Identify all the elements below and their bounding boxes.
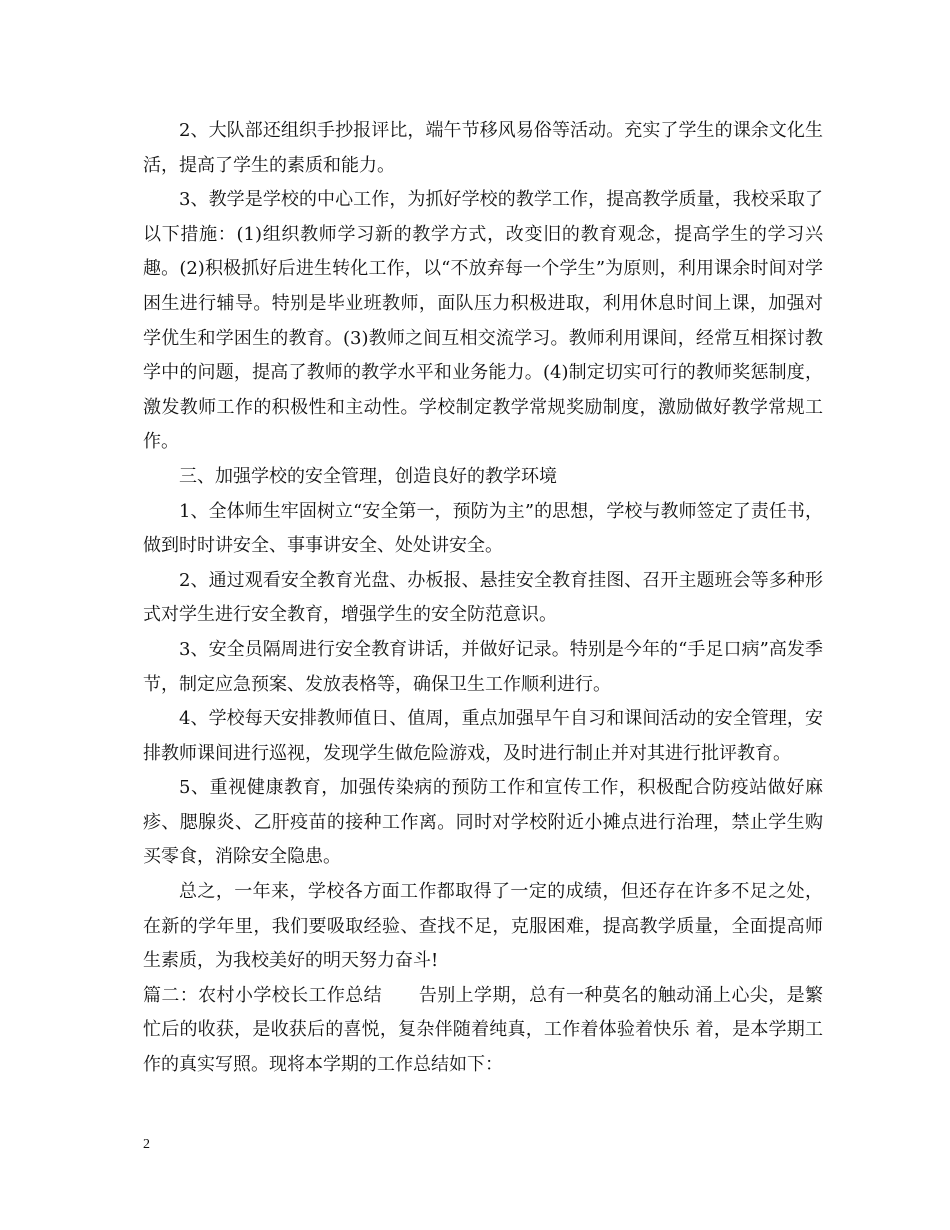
section-two-intro: 篇二：农村小学校长工作总结 告别上学期，总有一种莫名的触动涌上心尖，是繁忙后的收获，是收获后的喜悦，复杂伴随着纯真，工作着体验着快乐 着，是本学期工作的真实写照。现将本学期的工作总结如下： — [143, 984, 823, 1076]
paragraph-safety-4: 4、学校每天安排教师值日、值周，重点加强早午自习和课间活动的安全管理，安排教师课间进行巡视，发现学生做危险游戏，及时进行制止并对其进行批评教育。 — [143, 708, 823, 764]
paragraph-teaching-measures: 3、教学是学校的中心工作，为抓好学校的教学工作，提高教学质量，我校采取了以下措施：(1)组织教师学习新的教学方式，改变旧的教育观念，提高学生的学习兴趣。(2)积极抓好后进生转化工作，以“不放弃每一个学生”为原则，利用课余时间对学困生进行辅导。特别是毕业班教师，面队压力积极进取，利用休息时间上课，加强对学优生和学困生的教育。(3)教师之间互相交流学习。教师利用课间，经常互相探讨教学中的问题，提高了教师的教学水平和业务能力。(4)制定切实可行的教师奖惩制度，激发教师工作的积极性和主动性。学校制定教学常规奖励制度，激励做好教学常规工作。 — [143, 189, 823, 453]
document-body — [143, 114, 823, 1083]
section-heading-safety: 三、加强学校的安全管理，创造良好的教学环境 — [179, 465, 557, 487]
paragraph-safety-3: 3、安全员隔周进行安全教育讲话，并做好记录。特别是今年的“手足口病”高发季节，制定应急预案、发放表格等，确保卫生工作顺利进行。 — [143, 638, 823, 695]
paragraph-activities: 2、大队部还组织手抄报评比，端午节移风易俗等活动。充实了学生的课余文化生活，提高了学生的素质和能力。 — [143, 120, 823, 176]
paragraph-safety-5: 5、重视健康教育，加强传染病的预防工作和宣传工作，积极配合防疫站做好麻疹、腮腺炎、乙肝疫苗的接种工作离。同时对学校附近小摊点进行治理，禁止学生购买零食，消除安全隐患。 — [143, 777, 823, 868]
page-number: 2 — [143, 1137, 150, 1152]
paragraph-safety-2: 2、通过观看安全教育光盘、办板报、悬挂安全教育挂图、召开主题班会等多种形式对学生进行安全教育，增强学生的安全防范意识。 — [143, 569, 823, 626]
paragraph-safety-1: 1、全体师生牢固树立“安全第一，预防为主”的思想，学校与教师签定了责任书，做到时时讲安全、事事讲安全、处处讲安全。 — [143, 500, 823, 557]
paragraph-conclusion: 总之，一年来，学校各方面工作都取得了一定的成绩，但还存在许多不足之处，在新的学年里，我们要吸取经验、查找不足，克服困难，提高教学质量，全面提高师生素质，为我校美好的明天努力奋斗! — [143, 881, 823, 972]
